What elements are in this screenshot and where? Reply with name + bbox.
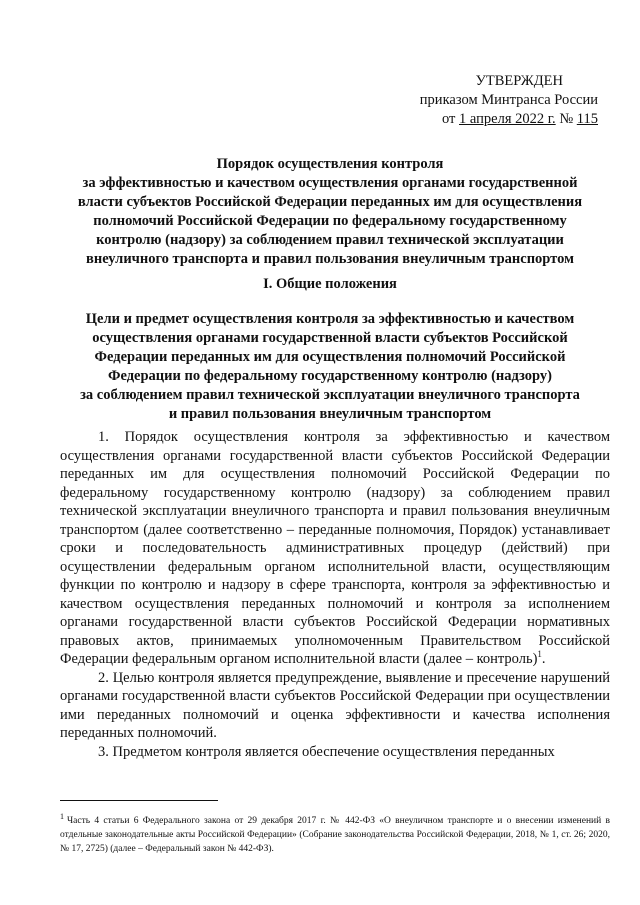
paragraph-1-end: . bbox=[541, 651, 546, 667]
approval-title: УТВЕРЖДЕН bbox=[475, 73, 563, 89]
subtitle-line: осуществления органами государственной власти субъектов Российской bbox=[92, 330, 568, 346]
approval-number-prefix: № bbox=[555, 111, 577, 127]
footnote-marker: 1 bbox=[60, 811, 64, 821]
title-line: Порядок осуществления контроля bbox=[216, 156, 444, 172]
footnote-divider bbox=[60, 800, 218, 801]
paragraph-1 bbox=[60, 428, 610, 669]
paragraph-2: 2. Целью контроля является предупреждение, выявление и пресечение нарушений органами государственной власти субъектов Российской Федерации при осуществлении ими переданных полномочий и оценка эффективности и качества исполнения переданных полномочий. bbox=[60, 669, 610, 741]
approval-date-line bbox=[420, 110, 598, 129]
title-line: власти субъектов Российской Федерации переданных им для осуществления bbox=[77, 194, 583, 210]
section-heading: I. Общие положения bbox=[263, 276, 397, 292]
approval-stamp bbox=[420, 72, 598, 129]
footnote-text: Часть 4 статьи 6 Федерального закона от 29 декабря 2017 г. № 442-ФЗ «О внеуличном транспорте и о внесении изменений в отдельные законодательные акты Российской Федерации» (Собрание законодательства Российской Федерации, 2018, № 1, ст. 26; 2020, № 17, 2725) (далее – Федеральный закон № 442-ФЗ). bbox=[60, 816, 610, 854]
title-line: полномочий Российской Федерации по федеральному государственному bbox=[93, 213, 567, 229]
subtitle-line: Цели и предмет осуществления контроля за эффективностью и качеством bbox=[85, 311, 575, 327]
paragraph-3: 3. Предметом контроля является обеспечение осуществления переданных bbox=[98, 743, 555, 760]
approval-number: 115 bbox=[576, 111, 598, 127]
subtitle-line: за соблюдением правил технической эксплуатации внеуличного транспорта bbox=[80, 387, 580, 403]
approval-date: 1 апреля 2022 г. bbox=[459, 111, 556, 127]
subtitle-line: и правил пользования внеуличным транспортом bbox=[168, 406, 492, 422]
footnote-ref[interactable]: 1 bbox=[537, 649, 542, 660]
subtitle-line: Федерации по федеральному государственному контролю (надзору) bbox=[108, 368, 552, 384]
title-line: контролю (надзору) за соблюдением правил технической эксплуатации bbox=[96, 232, 564, 248]
document-body bbox=[60, 428, 610, 761]
paragraph-1-text: 1. Порядок осуществления контроля за эффективностью и качеством осуществления органами государственной власти субъектов Российской Федерации переданных им для осуществления полномочий Российской Федерации по федеральному государственному контролю (надзору) за соблюдением правил технической эксплуатации внеуличного транспорта и правил пользования внеуличным транспортом (далее соответственно – переданные полномочия, Порядок) устанавливает сроки и последовательность административных процедур (действий) при осуществлении федеральным органом исполнительной власти, осуществляющим функции по контролю и надзору в сфере транспорта, контроля за эффективностью и качеством осуществления переданных полномочий и контроля за исполнением органами государственной власти субъектов Российской Федерации нормативных правовых актов, принимаемых уполномоченным Правительством Российской Федерации федеральным органом исполнительной власти (далее – контроль) bbox=[60, 429, 610, 667]
subsection-heading bbox=[60, 310, 600, 424]
title-line: за эффективностью и качеством осуществления органами государственной bbox=[82, 175, 578, 191]
subtitle-line: Федерации переданных им для осуществления полномочий Российской bbox=[94, 349, 566, 365]
title-line: внеуличного транспорта и правил пользования внеуличным транспортом bbox=[86, 251, 574, 267]
approval-date-prefix: от bbox=[441, 111, 460, 127]
approval-order: приказом Минтранса России bbox=[419, 92, 598, 108]
footnote bbox=[60, 811, 610, 856]
document-title bbox=[60, 155, 600, 269]
